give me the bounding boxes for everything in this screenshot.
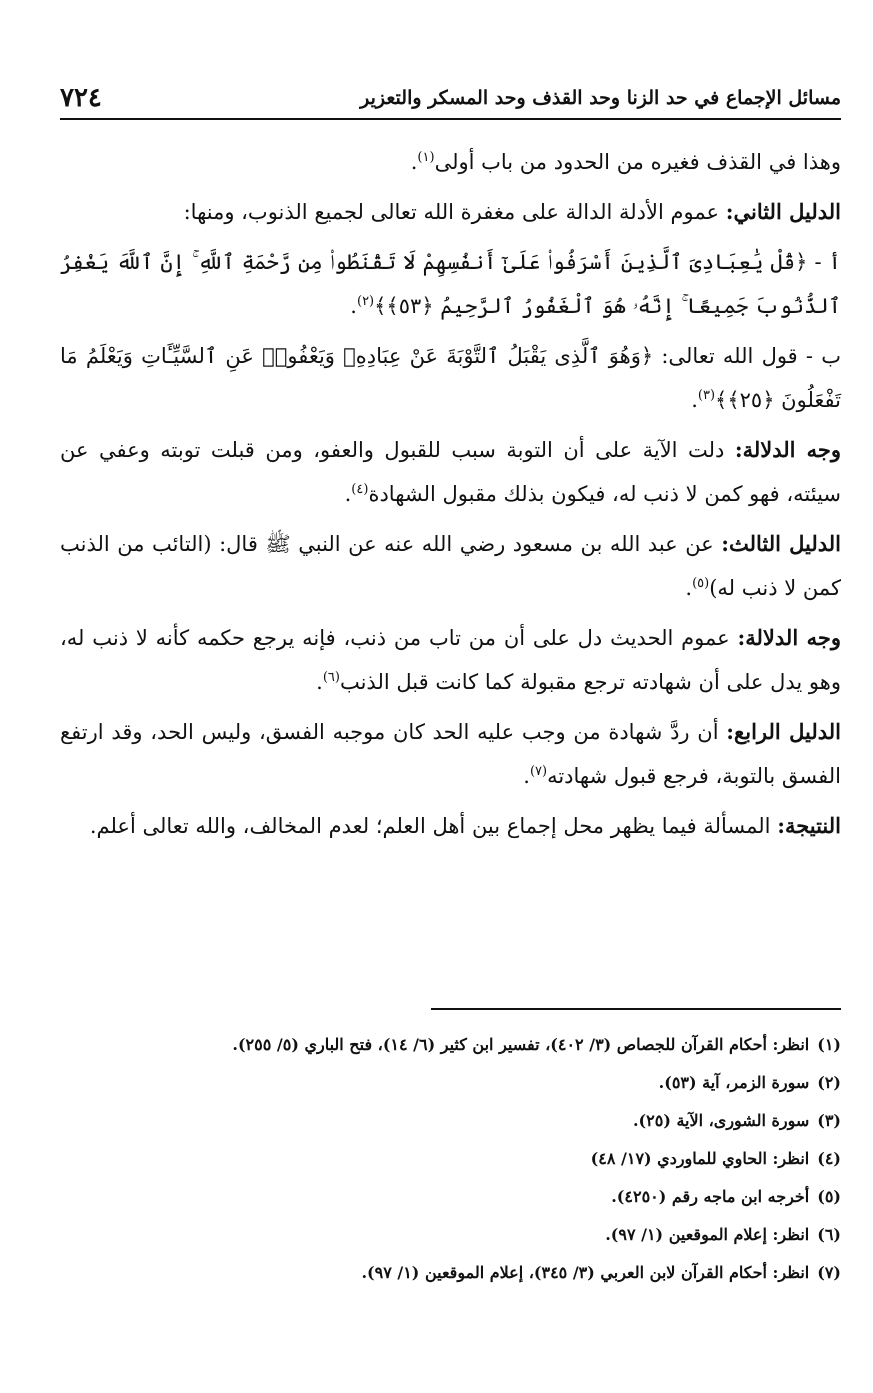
- footnote: (٣)سورة الشورى، الآية (٢٥).: [632, 1111, 841, 1130]
- page-header: [60, 78, 841, 120]
- footnotes: [60, 1026, 841, 1292]
- footnote-ref: (٣): [697, 388, 716, 403]
- footnote-ref: (٤): [351, 482, 369, 497]
- footnote-ref: (٢): [356, 294, 375, 309]
- footnote-ref: (٥): [692, 576, 710, 591]
- footnote: (٢)سورة الزمر، آية (٥٣).: [658, 1073, 841, 1092]
- footnote: (٥)أخرجه ابن ماجه رقم (٤٢٥٠).: [611, 1187, 841, 1206]
- paragraph: النتيجة: المسألة فيما يظهر محل إجماع بين أهل العلم؛ لعدم المخالف، والله تعالى أعلم.: [89, 813, 841, 838]
- running-title: مسائل الإجماع في حد الزنا وحد القذف وحد المسكر والتعزير: [360, 87, 841, 109]
- paragraph: الدليل الثاني: عموم الأدلة الدالة على مغفرة الله تعالى لجميع الذنوب، ومنها:: [183, 199, 841, 224]
- paragraph: وجه الدلالة: دلت الآية على أن التوبة سبب للقبول والعفو، ومن قبلت توبته وعفي عن سيئته، فهو كمن لا ذنب له، فيكون بذلك مقبول الشهادة$^{(٤)}$.: [60, 437, 841, 506]
- paragraph: وهذا في القذف فغيره من الحدود من باب أولى$^{(١)}$.: [410, 150, 841, 174]
- footnote-ref: (٧): [529, 764, 548, 779]
- paragraph: وجه الدلالة: عموم الحديث دل على أن من تاب من ذنب، فإنه يرجع حكمه كأنه لا ذنب له، وهو يدل على أن شهادته ترجع مقبولة كما كانت قبل الذنب$^{(٦)}$.: [60, 625, 841, 694]
- quran-verse: أ - ﴿قُلْ يَٰعِبَادِىَ ٱلَّذِينَ أَسْرَفُوا۟ عَلَىٰٓ أَنفُسِهِمْ لَا تَقْنَطُوا۟ مِن رَّحْمَةِ ٱللَّهِ ۚ إِنَّ ٱللَّهَ يَغْفِرُ ٱلذُّنُوبَ جَمِيعًا ۚ إِنَّهُۥ هُوَ ٱلْغَفُورُ ٱلرَّحِيمُ ﴿٥٣﴾﴾$^{(٢)}$.: [60, 250, 841, 318]
- paragraph: الدليل الثالث: عن عبد الله بن مسعود رضي الله عنه عن النبي ﷺ قال: (التائب من الذنب كمن لا ذنب له)$^{(٥)}$.: [60, 531, 841, 600]
- book-page: [60, 0, 841, 1393]
- main-text: [60, 140, 841, 854]
- page-number: ٧٢٤: [60, 83, 102, 113]
- quran-verse: ب - قول الله تعالى: ﴿وَهُوَ ٱلَّذِى يَقْبَلُ ٱلتَّوْبَةَ عَنْ عِبَادِهِۦ وَيَعْفُوا۟ عَنِ ٱلسَّيِّـَٔاتِ وَيَعْلَمُ مَا تَفْعَلُونَ ﴿٢٥﴾﴾$^{(٣)}$.: [60, 344, 841, 412]
- footnote: (٧)انظر: أحكام القرآن لابن العربي (٣/ ٣٤٥)، إعلام الموقعين (١/ ٩٧).: [361, 1263, 841, 1282]
- footnote: (٦)انظر: إعلام الموقعين (١/ ٩٧).: [605, 1225, 841, 1244]
- footnote: (٤)انظر: الحاوي للماوردي (١٧/ ٤٨): [590, 1149, 841, 1168]
- paragraph: الدليل الرابع: أن ردَّ شهادة من وجب عليه الحد كان موجبه الفسق، وليس الحد، وقد ارتفع الفسق بالتوبة، فرجع قبول شهادته$^{(٧)}$.: [60, 719, 841, 788]
- footnote-separator: [431, 1008, 841, 1010]
- footnote-ref: (٦): [322, 670, 340, 685]
- footnote-ref: (١): [417, 150, 435, 165]
- footnote: (١)انظر: أحكام القرآن للجصاص (٣/ ٤٠٢)، تفسير ابن كثير (٦/ ١٤)، فتح الباري (٥/ ٢٥٥).: [232, 1035, 841, 1054]
